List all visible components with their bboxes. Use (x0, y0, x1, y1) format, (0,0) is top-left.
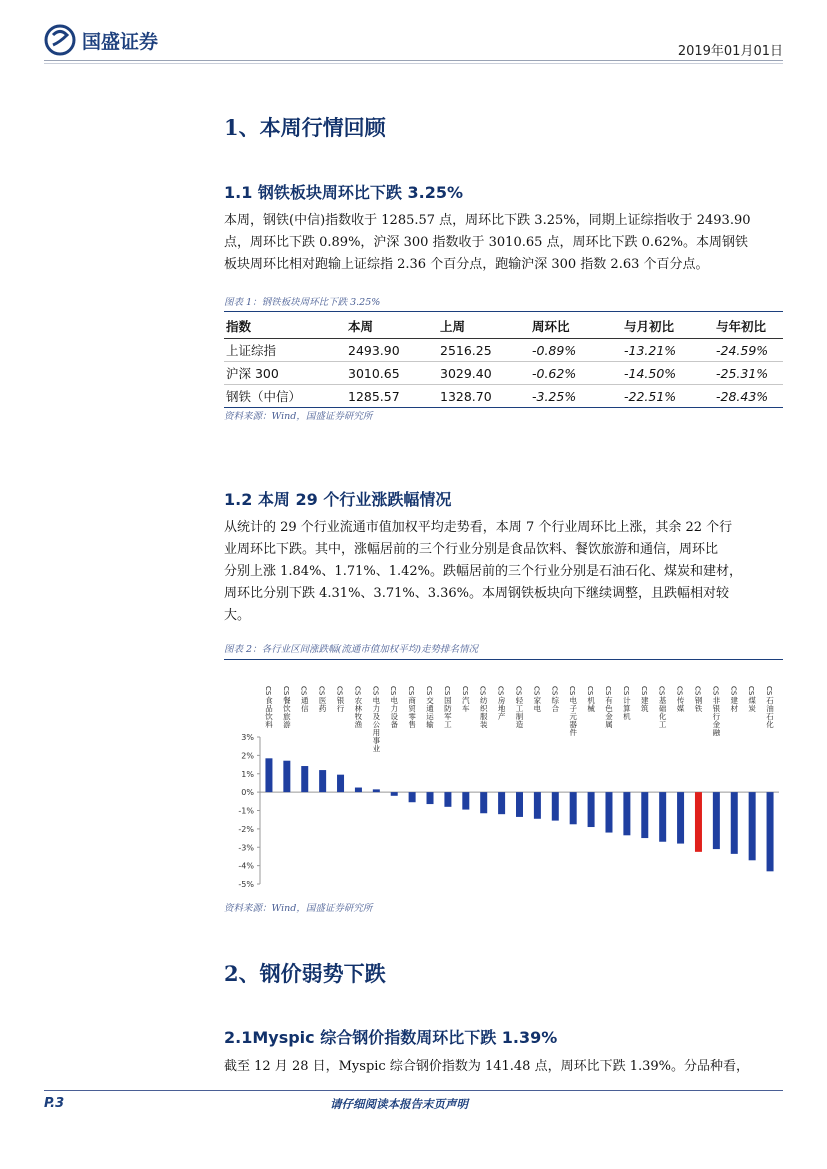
bar (409, 792, 416, 802)
bar (588, 792, 595, 827)
bar (337, 775, 344, 792)
bar (516, 792, 523, 817)
x-category-label (515, 686, 524, 729)
bar (444, 792, 451, 807)
svg-text:电: 电 (390, 696, 398, 705)
paragraph-line: 从统计的 29 个行业流通市值加权平均走势看，本周 7 个行业周环比上涨，其余 22 个行 (224, 520, 733, 535)
brand-logo (44, 20, 184, 60)
bar (355, 788, 362, 793)
svg-text:药: 药 (318, 704, 327, 713)
x-category-label (658, 686, 667, 729)
svg-text:公: 公 (372, 720, 381, 729)
svg-text:地: 地 (497, 704, 506, 713)
svg-text:CS: CS (281, 686, 290, 696)
svg-text:煤: 煤 (748, 696, 756, 705)
svg-text:国: 国 (444, 696, 452, 705)
svg-text:品: 品 (265, 704, 273, 713)
svg-text:饮: 饮 (265, 712, 273, 721)
svg-text:贸: 贸 (408, 704, 416, 713)
svg-text:CS: CS (371, 686, 380, 696)
svg-text:基: 基 (658, 696, 667, 705)
svg-text:行: 行 (712, 712, 721, 721)
caption-divider (224, 659, 783, 660)
bar (641, 792, 648, 838)
table-cell: -22.51% (622, 385, 714, 408)
svg-text:力: 力 (390, 704, 398, 713)
y-tick-label: 0% (241, 788, 254, 798)
svg-text:房: 房 (497, 696, 506, 705)
svg-text:服: 服 (479, 712, 488, 721)
svg-text:CS: CS (514, 686, 523, 696)
svg-text:械: 械 (587, 704, 595, 713)
bar (480, 792, 487, 813)
svg-text:炭: 炭 (748, 704, 756, 713)
table-cell: 1328.70 (438, 385, 530, 408)
svg-text:CS: CS (478, 686, 487, 696)
svg-text:料: 料 (265, 720, 273, 729)
svg-text:事: 事 (372, 736, 381, 745)
svg-text:化: 化 (658, 712, 667, 721)
svg-text:CS: CS (335, 686, 344, 696)
svg-text:计: 计 (623, 696, 631, 705)
svg-text:家: 家 (533, 696, 542, 705)
svg-text:汽: 汽 (462, 696, 470, 705)
bar (749, 792, 756, 860)
bar (713, 792, 720, 849)
table-cell: -0.89% (530, 339, 622, 362)
x-category-label (676, 686, 685, 713)
svg-text:CS: CS (389, 686, 398, 696)
industry-bar-chart (224, 662, 783, 898)
svg-text:电: 电 (533, 704, 542, 713)
svg-text:钢: 钢 (694, 696, 703, 705)
footer-disclaimer: 请仔细阅读本报告末页声明 (330, 1097, 468, 1111)
x-category-label (747, 686, 756, 713)
svg-text:医: 医 (318, 696, 327, 705)
x-category-label (300, 686, 309, 713)
svg-text:轻: 轻 (515, 696, 524, 705)
bar (605, 792, 612, 832)
table-cell: 钢铁（中信） (224, 385, 346, 408)
svg-text:传: 传 (676, 696, 685, 705)
x-category-label (568, 686, 577, 737)
bar (552, 792, 559, 820)
table-row (224, 339, 783, 362)
table-header-cell: 周环比 (530, 314, 622, 339)
caption-divider (224, 311, 783, 312)
svg-text:设: 设 (390, 712, 398, 721)
x-category-label (729, 686, 738, 713)
svg-text:餐: 餐 (283, 696, 291, 705)
svg-text:通: 通 (300, 696, 309, 705)
svg-text:CS: CS (353, 686, 362, 696)
table-cell: -0.62% (530, 362, 622, 385)
y-tick-label: -4% (238, 861, 254, 871)
table-cell: 3029.40 (438, 362, 530, 385)
svg-text:食: 食 (265, 696, 273, 705)
y-tick-label: -3% (238, 843, 254, 853)
bar (623, 792, 630, 835)
svg-text:材: 材 (730, 704, 739, 713)
bar (695, 792, 702, 852)
x-category-label (461, 686, 470, 713)
index-table (224, 314, 783, 408)
x-category-label (371, 686, 380, 753)
bar (534, 792, 541, 819)
x-category-label (353, 686, 362, 729)
section-title-1-1: 1.1 钢铁板块周环比下跌 3.25% (224, 183, 463, 202)
svg-text:机: 机 (587, 696, 595, 705)
x-category-label (604, 686, 613, 729)
svg-text:石: 石 (766, 696, 774, 705)
svg-text:CS: CS (532, 686, 541, 696)
svg-text:防: 防 (444, 704, 452, 713)
x-category-label (532, 686, 541, 713)
svg-text:纺: 纺 (479, 696, 488, 705)
x-category-label (550, 686, 559, 713)
paragraph-line: 分别上涨 1.84%、1.71%、1.42%。跌幅居前的三个行业分别是石油石化、煤炭和建材， (224, 564, 743, 579)
svg-text:电: 电 (372, 696, 381, 705)
table-cell: 2493.90 (346, 339, 438, 362)
svg-text:产: 产 (497, 712, 506, 721)
svg-text:CS: CS (657, 686, 666, 696)
page-number: P.3 (44, 1096, 65, 1111)
paragraph-line: 大。 (224, 608, 251, 623)
svg-text:渔: 渔 (354, 720, 363, 729)
svg-text:融: 融 (712, 728, 721, 737)
bar (391, 792, 398, 796)
svg-text:银: 银 (336, 696, 345, 705)
svg-text:行: 行 (336, 704, 345, 713)
svg-text:色: 色 (605, 704, 613, 713)
y-tick-label: 3% (241, 733, 254, 742)
table-cell: -14.50% (622, 362, 714, 385)
bar (677, 792, 684, 843)
svg-text:备: 备 (390, 720, 398, 729)
svg-text:石: 石 (766, 712, 774, 721)
x-category-label (425, 686, 434, 729)
svg-text:化: 化 (766, 720, 774, 729)
x-category-label (586, 686, 595, 713)
x-category-label (318, 686, 327, 713)
svg-text:非: 非 (712, 696, 721, 705)
x-category-label (479, 686, 488, 729)
section-title-1-2: 1.2 本周 29 个行业涨跌幅情况 (224, 490, 452, 509)
svg-text:CS: CS (711, 686, 720, 696)
table-cell: 沪深 300 (224, 362, 346, 385)
y-tick-label: 2% (241, 751, 254, 761)
svg-text:CS: CS (621, 686, 630, 696)
svg-text:CS: CS (693, 686, 702, 696)
bar (265, 758, 272, 792)
svg-text:机: 机 (623, 712, 631, 721)
svg-text:器: 器 (569, 720, 577, 729)
svg-text:交: 交 (426, 696, 434, 705)
svg-text:金: 金 (605, 712, 613, 721)
svg-text:工: 工 (658, 720, 667, 729)
svg-text:CS: CS (747, 686, 756, 696)
svg-text:油: 油 (766, 704, 774, 713)
svg-text:金: 金 (712, 720, 721, 729)
svg-text:工: 工 (515, 704, 524, 713)
y-tick-label: -1% (238, 806, 254, 816)
header-divider-secondary (44, 63, 783, 64)
bar (462, 792, 469, 809)
svg-text:算: 算 (623, 704, 631, 713)
table-cell: 上证综指 (224, 339, 346, 362)
x-category-label (640, 686, 649, 713)
svg-text:军: 军 (444, 712, 452, 721)
svg-text:CS: CS (603, 686, 612, 696)
paragraph-2-1: 截至 12 月 28 日，Myspic 综合钢价指数为 141.48 点，周环比下跌 1.39%。分品种看， (224, 1059, 750, 1074)
svg-text:媒: 媒 (676, 704, 685, 713)
x-category-label (336, 686, 345, 713)
svg-text:CS: CS (550, 686, 559, 696)
svg-text:属: 属 (605, 720, 613, 729)
paragraph-line: 业周环比下跌。其中，涨幅居前的三个行业分别是食品饮料、餐饮旅游和通信，周环比 (224, 542, 719, 557)
bar (767, 792, 774, 871)
table-cell: 2516.25 (438, 339, 530, 362)
table-header-cell: 与年初比 (714, 314, 783, 339)
svg-text:有: 有 (605, 696, 613, 705)
svg-text:子: 子 (569, 704, 577, 713)
paragraph-line: 周环比分别下跌 4.31%、3.71%、3.36%。本周钢铁板块向下继续调整，且跌幅相对较 (224, 586, 730, 601)
svg-text:业: 业 (372, 744, 381, 753)
bar (731, 792, 738, 854)
svg-text:工: 工 (444, 720, 452, 729)
bar (319, 770, 326, 792)
svg-text:CS: CS (442, 686, 451, 696)
bar (570, 792, 577, 824)
svg-text:及: 及 (372, 712, 381, 721)
svg-text:CS: CS (639, 686, 648, 696)
footer-divider (44, 1090, 783, 1091)
x-category-label (765, 686, 774, 729)
x-category-label (693, 686, 702, 713)
svg-text:零: 零 (408, 712, 416, 721)
svg-text:建: 建 (641, 696, 649, 705)
bar (283, 761, 290, 792)
x-category-label (622, 686, 631, 721)
bar (427, 792, 434, 804)
svg-text:力: 力 (372, 704, 381, 713)
svg-text:商: 商 (408, 696, 416, 705)
svg-text:合: 合 (551, 704, 560, 713)
svg-text:车: 车 (462, 704, 470, 713)
paragraph-line: 点，周环比下跌 0.89%，沪深 300 指数收于 3010.65 点，周环比下跌 0.62%。本周钢铁 (224, 235, 748, 250)
section-title-2: 2、钢价弱势下跌 (224, 961, 386, 986)
y-tick-label: 1% (241, 769, 254, 779)
header-divider (44, 60, 783, 61)
table-row (224, 362, 783, 385)
bar (659, 792, 666, 842)
svg-text:CS: CS (407, 686, 416, 696)
x-category-label (407, 686, 416, 729)
svg-text:信: 信 (300, 704, 309, 713)
svg-text:输: 输 (426, 720, 434, 729)
svg-text:CS: CS (496, 686, 505, 696)
table-cell: -28.43% (714, 385, 783, 408)
svg-text:CS: CS (299, 686, 308, 696)
svg-text:售: 售 (408, 720, 416, 729)
svg-text:CS: CS (729, 686, 738, 696)
svg-text:旅: 旅 (283, 712, 291, 721)
table-caption: 图表 1：钢铁板块周环比下跌 3.25% (224, 297, 381, 308)
x-category-label (443, 686, 452, 729)
table-cell: -24.59% (714, 339, 783, 362)
bar (498, 792, 505, 814)
x-category-label (264, 686, 273, 729)
svg-text:CS: CS (765, 686, 774, 696)
table-cell: 3010.65 (346, 362, 438, 385)
table-header-cell: 上周 (438, 314, 530, 339)
svg-text:饮: 饮 (283, 704, 291, 713)
svg-text:通: 通 (426, 704, 434, 713)
svg-text:筑: 筑 (641, 704, 649, 713)
svg-text:运: 运 (426, 712, 434, 721)
bar (373, 789, 380, 792)
svg-text:农: 农 (354, 696, 363, 705)
table-header-cell: 指数 (224, 314, 346, 339)
report-date: 2019年01月01日 (677, 44, 783, 59)
table-row (224, 385, 783, 408)
x-category-label (711, 686, 720, 737)
svg-text:银: 银 (712, 704, 721, 713)
table-header-row (224, 314, 783, 339)
svg-text:CS: CS (586, 686, 595, 696)
svg-text:综: 综 (551, 696, 560, 705)
x-category-label (497, 686, 506, 721)
svg-text:CS: CS (675, 686, 684, 696)
svg-text:CS: CS (425, 686, 434, 696)
y-tick-label: -5% (238, 880, 254, 889)
table-cell: -25.31% (714, 362, 783, 385)
svg-text:造: 造 (515, 720, 524, 729)
x-category-label (389, 686, 398, 729)
svg-text:牧: 牧 (354, 712, 363, 721)
svg-text:林: 林 (354, 704, 363, 713)
paragraph-line: 板块周环比相对跑输上证综指 2.36 个百分点，跑输沪深 300 指数 2.63 个百分点。 (224, 257, 709, 272)
table-header-cell: 本周 (346, 314, 438, 339)
svg-text:铁: 铁 (694, 704, 703, 713)
svg-text:CS: CS (317, 686, 326, 696)
section-title-1: 1、本周行情回顾 (224, 115, 386, 140)
svg-text:织: 织 (479, 704, 488, 713)
svg-text:CS: CS (568, 686, 577, 696)
bar (301, 766, 308, 792)
x-category-label (282, 686, 291, 729)
svg-text:电: 电 (569, 696, 577, 705)
svg-text:元: 元 (569, 712, 577, 721)
chart-source: 资料来源：Wind，国盛证券研究所 (224, 903, 373, 914)
y-tick-label: -2% (238, 824, 254, 834)
svg-text:建: 建 (730, 696, 739, 705)
paragraph-line: 本周，钢铁(中信)指数收于 1285.57 点，周环比下跌 3.25%，同期上证综指收于 2493.90 (224, 213, 751, 228)
table-cell: 1285.57 (346, 385, 438, 408)
table-cell: -13.21% (622, 339, 714, 362)
svg-text:件: 件 (569, 728, 577, 737)
table-cell: -3.25% (530, 385, 622, 408)
svg-text:制: 制 (515, 712, 524, 721)
svg-text:游: 游 (283, 720, 291, 729)
brand-name: 国盛证券 (82, 31, 159, 53)
svg-text:CS: CS (460, 686, 469, 696)
table-header-cell: 与月初比 (622, 314, 714, 339)
svg-text:用: 用 (372, 728, 381, 737)
svg-text:装: 装 (479, 720, 488, 729)
svg-text:CS: CS (263, 686, 272, 696)
paragraph-1-2 (224, 517, 784, 627)
section-title-2-1: 2.1Myspic 综合钢价指数周环比下跌 1.39% (224, 1028, 558, 1047)
svg-text:础: 础 (658, 704, 667, 713)
table-source: 资料来源：Wind，国盛证券研究所 (224, 411, 373, 422)
paragraph-1-1 (224, 210, 784, 276)
chart-caption: 图表 2：各行业区间涨跌幅(流通市值加权平均)走势排名情况 (224, 644, 478, 655)
